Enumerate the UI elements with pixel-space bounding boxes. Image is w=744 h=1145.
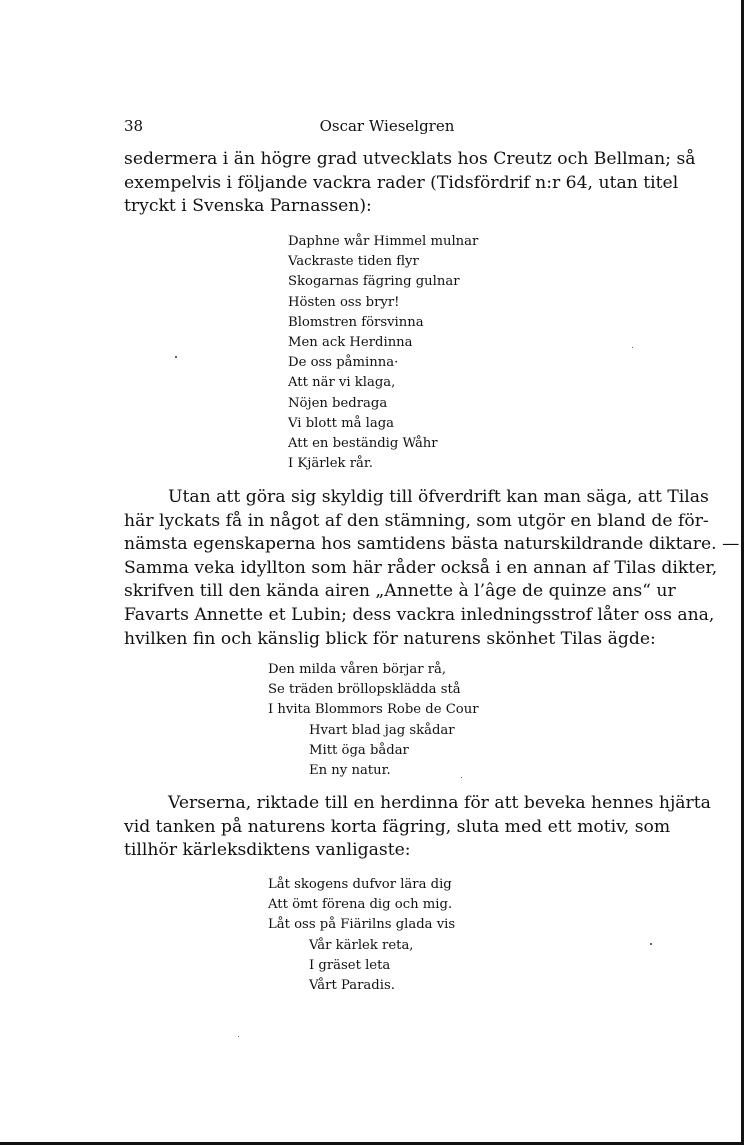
scan-speck: [238, 1036, 239, 1037]
verse-daphne: [288, 232, 478, 474]
verse-line: Nöjen bedraga: [288, 395, 388, 411]
scan-speck: [650, 943, 652, 945]
text-line: Verserna, riktade till en herdinna för att beveka hennes hjärta: [168, 793, 711, 813]
text-line: hvilken fin och känslig blick för naturens skönhet Tilas ägde:: [124, 628, 656, 649]
text-line: tillhör kärleksdiktens vanligaste:: [124, 840, 411, 861]
text-line: tryckt i Svenska Parnassen):: [124, 196, 372, 217]
text-line: exempelvis i följande vackra rader (Tidsfördrif n:r 64, utan titel: [124, 172, 679, 193]
verse-line: Vackraste tiden flyr: [288, 254, 419, 270]
paragraph-2: [124, 486, 740, 651]
text-line: sedermera i än högre grad utvecklats hos Creutz och Bellman; så: [124, 149, 696, 169]
text-line: Samma veka idyllton som här råder också i en annan af Tilas dikter,: [124, 557, 718, 578]
scan-speck: [461, 777, 462, 778]
verse-line: Låt oss på Fiärilns glada vis: [268, 917, 456, 933]
scan-speck: [632, 347, 633, 348]
verse-line: Vi blott må laga: [288, 415, 395, 431]
verse-line: Att en beständig Wåhr: [288, 436, 438, 452]
paragraph-3: [124, 792, 711, 863]
verse-line: I gräset leta: [309, 957, 391, 973]
scan-speck: [175, 356, 177, 358]
verse-line: Hösten oss bryr!: [288, 294, 400, 310]
verse-line: Skogarnas fägring gulnar: [288, 274, 460, 290]
verse-annette: [268, 660, 479, 781]
text-line: vid tanken på naturens korta fägring, sluta med ett motiv, som: [124, 816, 671, 837]
verse-line: Låt skogens dufvor lära dig: [268, 877, 452, 892]
paragraph-1: [124, 148, 696, 219]
text-line: Favarts Annette et Lubin; dess vackra inledningsstrof låter oss ana,: [124, 604, 715, 625]
verse-line: Blomstren försvinna: [288, 314, 424, 330]
text-line: här lyckats få in något af den stämning, som utgör en bland de för-: [124, 510, 709, 531]
verse-line: Att ömt förena dig och mig.: [268, 897, 453, 913]
verse-skogens-dufvor: [268, 875, 455, 996]
verse-line: Vår kärlek reta,: [309, 937, 414, 953]
running-title: Oscar Wieselgren: [319, 117, 455, 135]
text-line: skrifven till den kända airen „Annette à l’âge de quinze ans“ ur: [124, 581, 676, 602]
verse-line: Daphne wår Himmel mulnar: [288, 234, 479, 249]
verse-line: Vårt Paradis.: [309, 978, 395, 994]
verse-line: Den milda våren börjar rå,: [268, 662, 447, 677]
verse-line: Hvart blad jag skådar: [309, 722, 455, 738]
text-line: nämsta egenskaperna hos samtidens bästa naturskildrande diktare. —: [124, 534, 740, 555]
verse-line: Mitt öga bådar: [309, 742, 409, 758]
verse-line: Att när vi klaga,: [288, 375, 396, 391]
verse-line: En ny natur.: [309, 763, 391, 779]
verse-line: I hvita Blommors Robe de Cour: [268, 702, 479, 718]
verse-line: I Kjärlek rår.: [288, 456, 373, 472]
verse-line: Men ack Herdinna: [288, 335, 413, 351]
verse-line: Se träden bröllopsklädda stå: [268, 682, 461, 698]
text-line: Utan att göra sig skyldig till öfverdrift kan man säga, att Tilas: [168, 487, 709, 507]
page-number: 38: [124, 117, 144, 135]
verse-line: De oss påminna·: [288, 355, 399, 371]
